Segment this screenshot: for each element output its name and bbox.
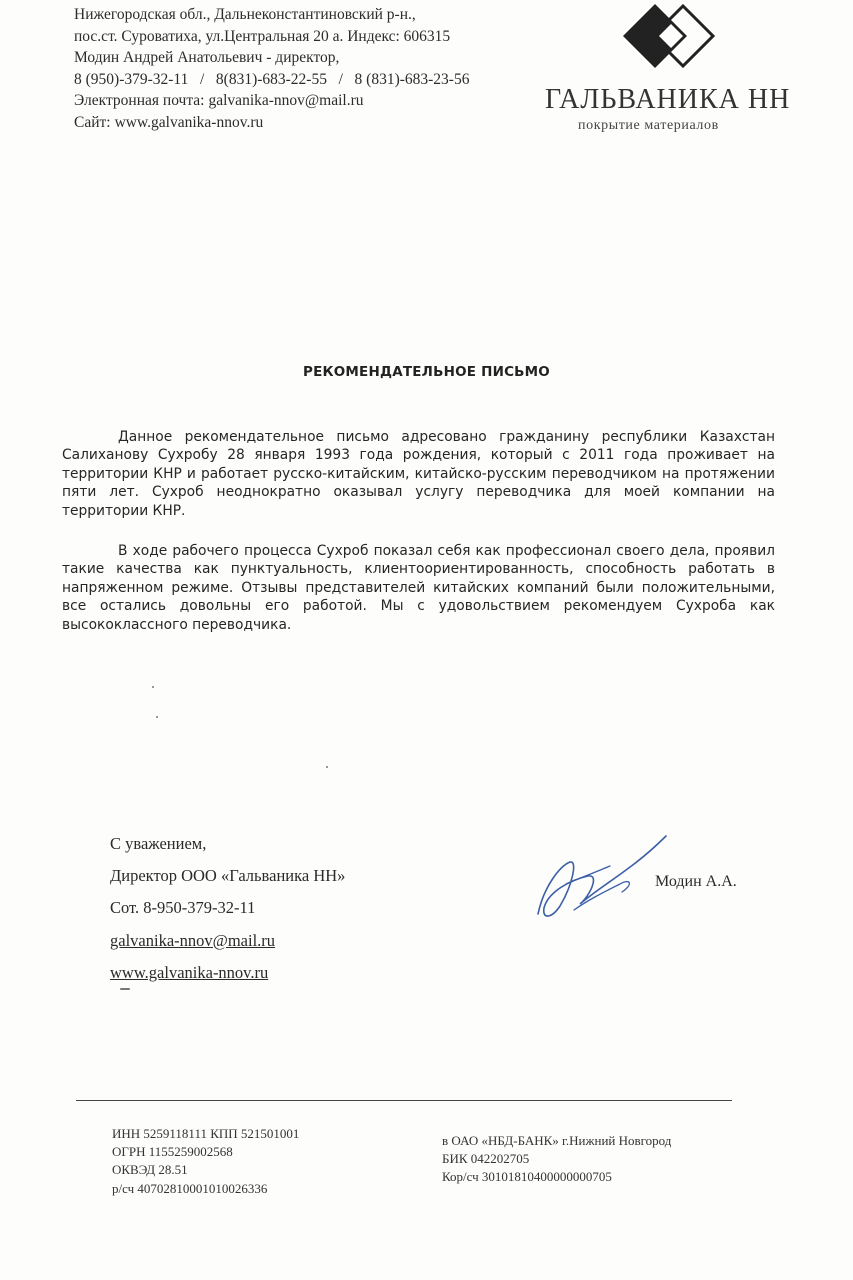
address-line-2: пос.ст. Суроватиха, ул.Центральная 20 а. Индекс: 606315 bbox=[74, 27, 451, 45]
footer-bank bbox=[442, 1132, 671, 1187]
site-label: Сайт: bbox=[74, 113, 111, 131]
signer-name: Модин А.А. bbox=[655, 873, 737, 890]
footer-requisites bbox=[112, 1125, 299, 1198]
director-site-link[interactable]: www.galvanika-nnov.ru bbox=[110, 962, 269, 982]
header-site: www.galvanika-nnov.ru bbox=[114, 113, 264, 131]
scan-speck bbox=[326, 766, 328, 768]
address-line-1: Нижегородская обл., Дальнеконстантиновский р-н., bbox=[74, 6, 416, 23]
footer-bank-name: в ОАО «НБД-БАНК» г.Нижний Новгород bbox=[442, 1133, 672, 1148]
director-email-link[interactable]: galvanika-nnov@mail.ru bbox=[110, 930, 276, 950]
letter-body bbox=[62, 428, 775, 656]
footer-bik: БИК 042202705 bbox=[442, 1151, 530, 1167]
director-position: Директор ООО «Гальваника НН» bbox=[110, 866, 346, 886]
footer-account: р/сч 40702810001010026336 bbox=[112, 1180, 268, 1196]
footer-divider bbox=[76, 1100, 732, 1101]
email-line bbox=[74, 90, 469, 112]
phones-line: 8 (950)-379-32-11 / 8(831)-683-22-55 / 8 (831)-683-23-56 bbox=[74, 70, 470, 88]
handwritten-signature-icon bbox=[530, 826, 670, 926]
regards-text: С уважением, bbox=[110, 834, 207, 853]
signature-block bbox=[110, 828, 345, 989]
footer-inn: ИНН 5259118111 КПП 521501001 bbox=[112, 1126, 300, 1141]
footer-okved: ОКВЭД 28.51 bbox=[112, 1162, 188, 1178]
company-contact-block bbox=[74, 4, 469, 133]
email-label: Электронная почта: bbox=[74, 92, 205, 109]
director-phone: Сот. 8-950-379-32-11 bbox=[110, 898, 256, 918]
header-email: galvanika-nnov@mail.ru bbox=[208, 92, 364, 109]
logo-subtitle: покрытие материалов bbox=[578, 118, 719, 133]
company-logo-icon bbox=[621, 2, 717, 72]
footer-corr-account: Кор/сч 30101810400000000705 bbox=[442, 1169, 612, 1185]
paragraph-1: Данное рекомендательное письмо адресовано гражданину республики Казахстан Салиханову Сухробу 28 января 1993 года рождения, который с 2011 года проживает на территории КНР и работает русско-китайским, китайско-русским переводчиком на протяжении пяти лет. Сухроб неоднократно оказывал услугу переводчика для моей компании на территории КНР. bbox=[62, 429, 775, 519]
site-line bbox=[74, 112, 469, 134]
director-line: Модин Андрей Анатольевич - директор, bbox=[74, 49, 340, 66]
scan-speck bbox=[120, 988, 130, 990]
footer-ogrn: ОГРН 1155259002568 bbox=[112, 1144, 233, 1160]
paragraph-2: В ходе рабочего процесса Сухроб показал себя как профессионал своего дела, проявил такие качества как пунктуальность, клиентоориентированность, способность работать в напряженном режиме. Отзывы представителей китайских компаний были положительными, все остались довольны его работой. Мы с удовольствием рекомендуем Сухроба как высококлассного переводчика. bbox=[62, 543, 775, 633]
scan-speck bbox=[152, 686, 154, 688]
scan-speck bbox=[156, 716, 158, 718]
letter-title: РЕКОМЕНДАТЕЛЬНОЕ ПИСЬМО bbox=[303, 364, 550, 380]
logo-name: ГАЛЬВАНИКА НН bbox=[545, 84, 791, 115]
